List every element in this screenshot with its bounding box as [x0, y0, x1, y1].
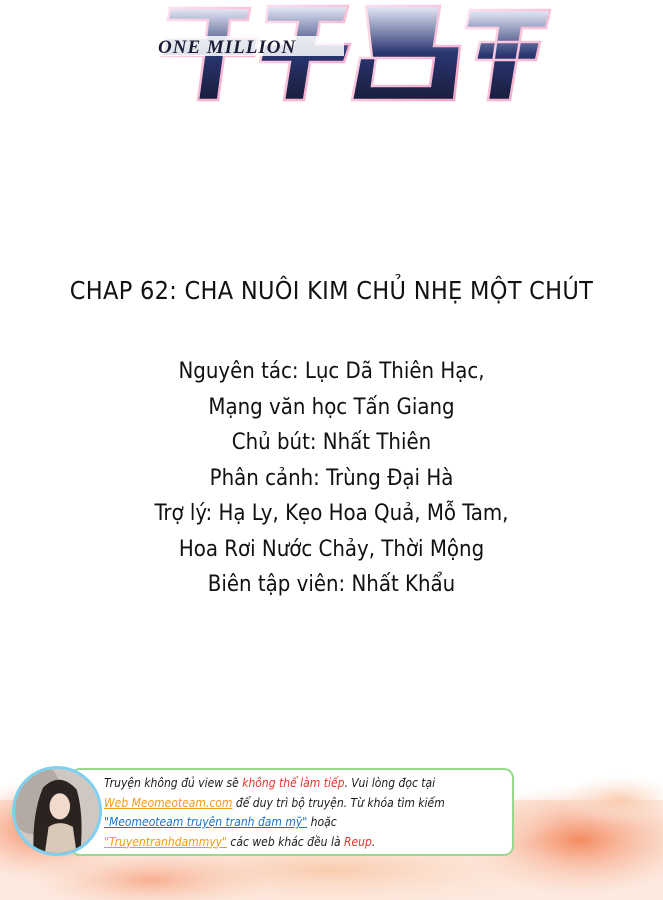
promo-line-2 — [104, 794, 514, 814]
chapter-title: CHAP 62: CHA NUÔI KIM CHỦ NHẸ MỘT CHÚT — [69, 276, 594, 305]
series-logo — [140, 0, 570, 105]
promo-line-4 — [104, 833, 514, 853]
promo-text-segment: các web khác đều là — [227, 834, 344, 849]
credit-editor: Biên tập viên: Nhất Khẩu — [207, 572, 456, 597]
credit-publisher: Mạng văn học Tấn Giang — [208, 394, 455, 420]
credit-original-author: Nguyên tác: Lục Dã Thiên Hạc, — [178, 359, 485, 384]
warning-text: không thể làm tiếp — [242, 776, 345, 790]
promo-text-segment: . Vui lòng đọc tại — [344, 776, 436, 790]
search-keyword-alt-link[interactable]: "Truyentranhdammyy" — [104, 834, 227, 849]
logo-text: ONE MILLION — [158, 37, 297, 58]
promo-text-segment: hoặc — [307, 815, 337, 829]
promo-text-segment: để duy trì bộ truyện. Từ khóa tìm kiếm — [232, 795, 445, 810]
promo-line-3 — [104, 813, 514, 833]
credit-assistants: Trợ lý: Hạ Ly, Kẹo Hoa Quả, Mỗ Tam, — [154, 501, 509, 526]
promo-line-1 — [104, 774, 514, 794]
promo-text-segment: . — [371, 834, 376, 849]
avatar — [12, 766, 102, 856]
credit-lead-artist: Chủ bút: Nhất Thiên — [231, 430, 432, 455]
website-link[interactable]: Web Meomeoteam.com — [104, 795, 233, 810]
reup-warning: Reup — [344, 834, 372, 849]
credits-block — [0, 354, 663, 603]
promo-text-segment: Truyện không đủ view sẽ — [104, 776, 243, 790]
promo-banner — [12, 766, 515, 856]
logo-graphic — [140, 0, 570, 105]
promo-text — [104, 774, 514, 852]
credit-assistants-cont: Hoa Rơi Nước Chảy, Thời Mộng — [178, 536, 485, 562]
search-keyword-link[interactable]: "Meomeoteam truyện tranh đam mỹ" — [104, 815, 308, 829]
credit-storyboard: Phân cảnh: Trùng Đại Hà — [209, 465, 454, 491]
